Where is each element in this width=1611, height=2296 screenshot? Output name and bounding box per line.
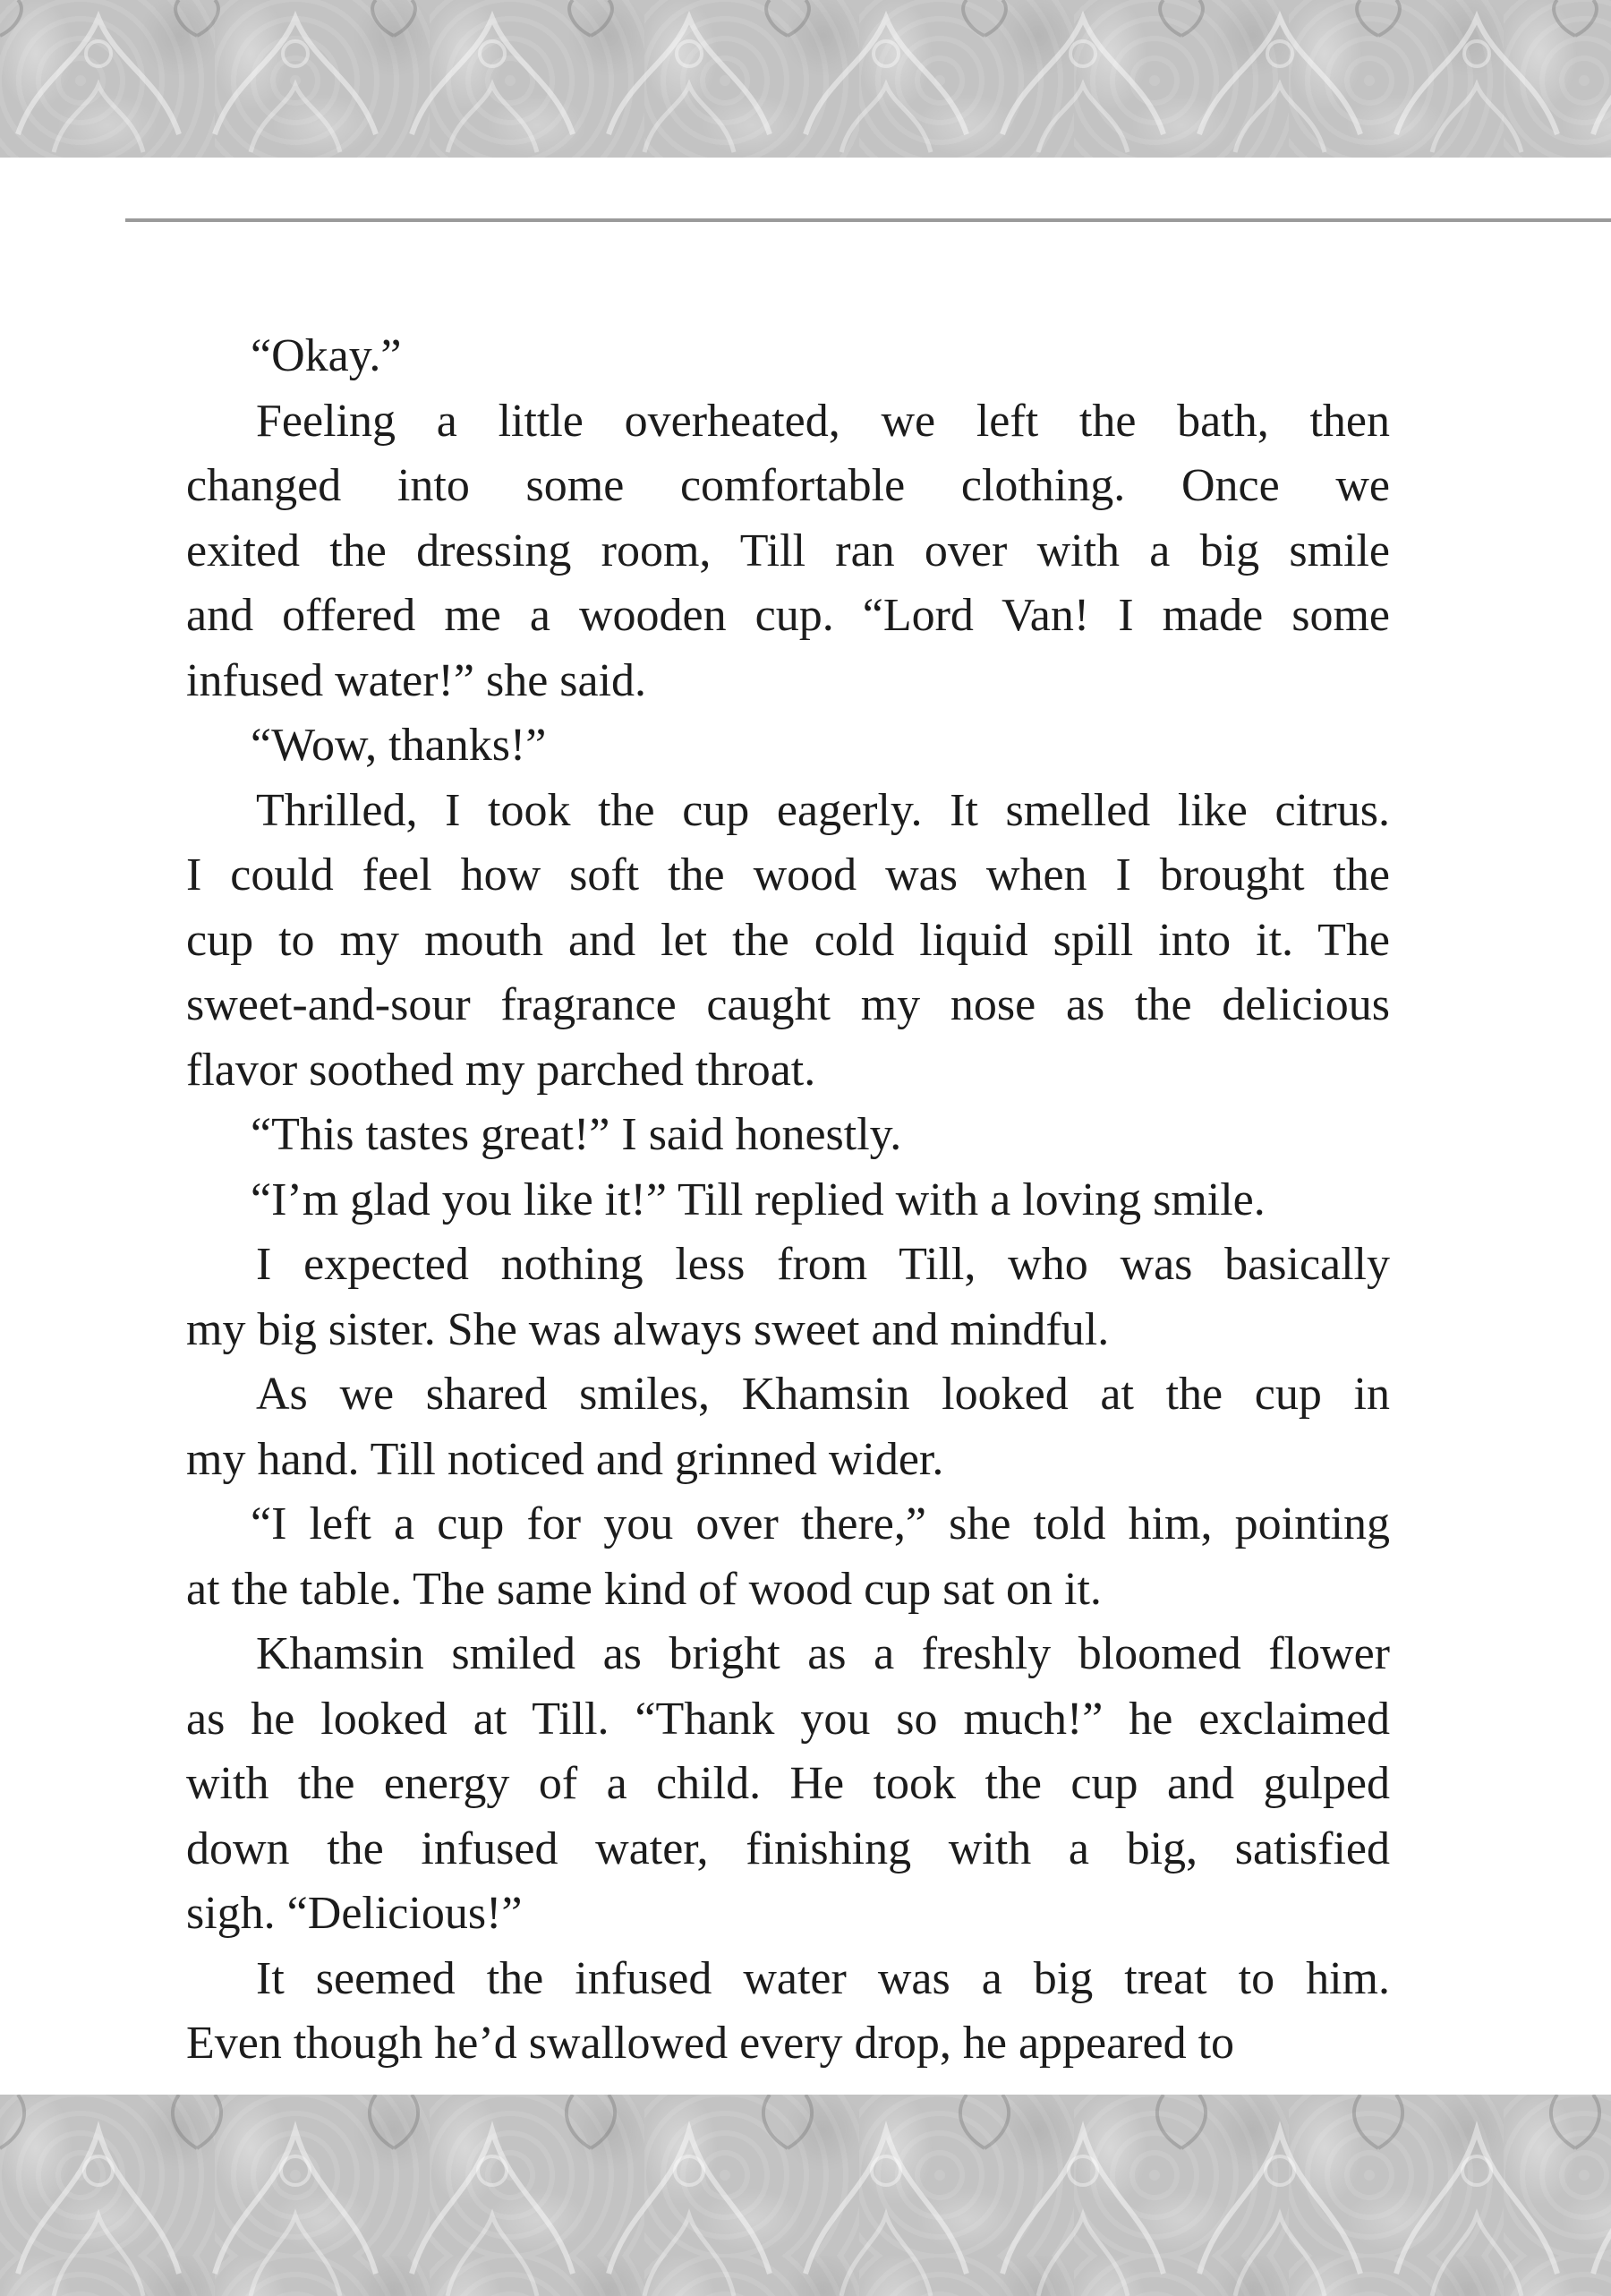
paragraph: [186, 1622, 1390, 1947]
text-line: and offered me a wooden cup. “Lord Van! I made some: [186, 590, 1390, 641]
text-line: infused water!” she said.: [186, 654, 647, 706]
paragraph: [186, 1168, 1390, 1233]
text-line: as he looked at Till. “Thank you so much!” he exclaimed: [186, 1693, 1390, 1745]
bottom-ornamental-border: [0, 2095, 1611, 2296]
paragraph: [186, 713, 1390, 779]
text-line: my hand. Till noticed and grinned wider.: [186, 1433, 944, 1485]
text-line: As we shared smiles, Khamsin looked at the cup in: [256, 1369, 1390, 1420]
text-line: at the table. The same kind of wood cup sat on it.: [186, 1563, 1102, 1615]
text-line: down the infused water, finishing with a big, satisfied: [186, 1822, 1390, 1874]
text-line: I could feel how soft the wood was when I brought the: [186, 849, 1390, 900]
paragraph: [186, 1947, 1390, 2077]
paragraph: [186, 1492, 1390, 1622]
damask-pattern: [0, 0, 1611, 158]
paragraph: [186, 779, 1390, 1104]
text-line: “I’m glad you like it!” Till replied with a loving smile.: [251, 1174, 1266, 1225]
paragraph: [186, 324, 1390, 389]
text-line: sigh. “Delicious!”: [186, 1888, 523, 1939]
text-line: I expected nothing less from Till, who was basically: [256, 1239, 1390, 1290]
text-line: Even though he’d swallowed every drop, he appeared to: [186, 2018, 1235, 2069]
text-line: “Okay.”: [251, 330, 402, 381]
text-line: “This tastes great!” I said honestly.: [251, 1109, 902, 1160]
damask-pattern: [0, 2095, 1611, 2296]
paragraph: [186, 1362, 1390, 1492]
text-line: Khamsin smiled as bright as a freshly bloomed flower: [256, 1628, 1390, 1679]
body-text: [186, 324, 1390, 2077]
header-divider: [125, 218, 1611, 222]
text-line: my big sister. She was always sweet and mindful.: [186, 1303, 1110, 1355]
text-line: flavor soothed my parched throat.: [186, 1044, 816, 1096]
text-line: It seemed the infused water was a big treat to him.: [256, 1952, 1390, 2004]
text-line: “Wow, thanks!”: [251, 720, 547, 771]
paragraph: [186, 1103, 1390, 1168]
text-line: sweet-and-sour fragrance caught my nose as the delicious: [186, 979, 1390, 1030]
paragraph: [186, 1233, 1390, 1362]
text-line: exited the dressing room, Till ran over with a big smile: [186, 525, 1390, 576]
text-line: “I left a cup for you over there,” she told him, pointing: [251, 1498, 1390, 1549]
paragraph: [186, 389, 1390, 714]
text-line: changed into some comfortable clothing. Once we: [186, 460, 1390, 511]
text-line: Thrilled, I took the cup eagerly. It smelled like citrus.: [256, 784, 1390, 836]
text-line: with the energy of a child. He took the cup and gulped: [186, 1758, 1390, 1809]
top-ornamental-border: [0, 0, 1611, 158]
text-line: cup to my mouth and let the cold liquid spill into it. The: [186, 914, 1390, 966]
text-line: Feeling a little overheated, we left the bath, then: [256, 395, 1390, 447]
